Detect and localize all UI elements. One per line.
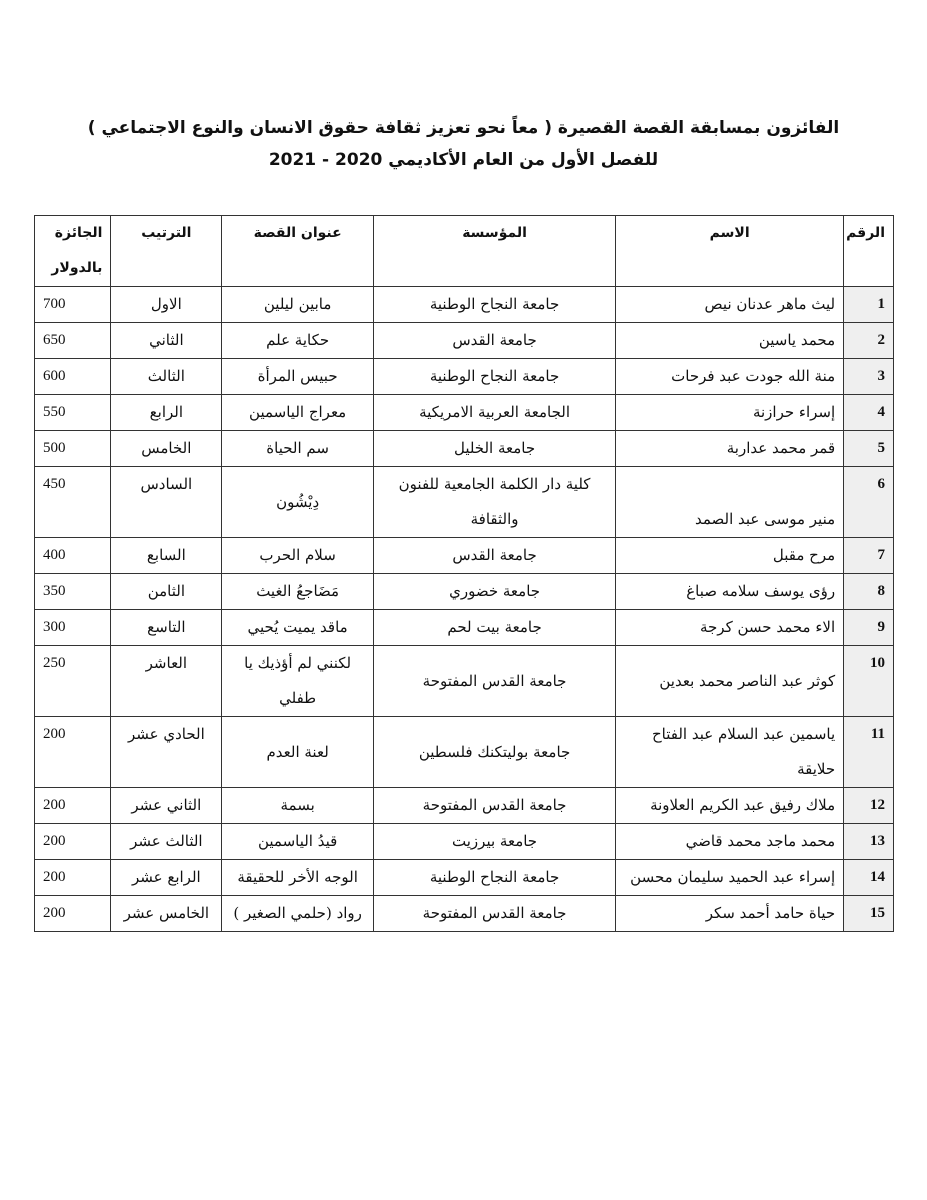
cell-number: 12	[844, 788, 894, 824]
cell-prize: 200	[35, 788, 111, 824]
cell-prize: 650	[35, 323, 111, 359]
cell-prize: 700	[35, 287, 111, 323]
cell-name: ملاك رفيق عبد الكريم العلاونة	[616, 788, 844, 824]
cell-institution: جامعة القدس المفتوحة	[373, 788, 615, 824]
cell-institution: الجامعة العربية الامريكية	[373, 395, 615, 431]
cell-institution: كلية دار الكلمة الجامعية للفنون والثقافة	[373, 467, 615, 538]
cell-name: محمد ياسين	[616, 323, 844, 359]
header-prize-line2: بالدولار	[51, 260, 103, 276]
header-number: الرقم	[844, 216, 894, 287]
cell-story-title: مابين ليلين	[222, 287, 374, 323]
cell-story-title: سم الحياة	[222, 431, 374, 467]
cell-institution: جامعة بيت لحم	[373, 610, 615, 646]
cell-story-title: دِيْشُون	[222, 467, 374, 538]
cell-prize: 450	[35, 467, 111, 538]
cell-institution: جامعة النجاح الوطنية	[373, 359, 615, 395]
cell-name: منير موسى عبد الصمد	[616, 467, 844, 538]
table-row	[35, 467, 894, 538]
document-title: الفائزون بمسابقة القصة القصيرة ( معاً نحو تعزيز ثقافة حقوق الانسان والنوع الاجتماعي )	[87, 118, 840, 138]
cell-number: 4	[844, 395, 894, 431]
cell-number: 2	[844, 323, 894, 359]
cell-prize: 500	[35, 431, 111, 467]
cell-institution: جامعة القدس المفتوحة	[373, 896, 615, 932]
cell-prize: 250	[35, 646, 111, 717]
cell-rank: الحادي عشر	[111, 717, 222, 788]
cell-number: 13	[844, 824, 894, 860]
cell-prize: 400	[35, 538, 111, 574]
cell-name: محمد ماجد محمد قاضي	[616, 824, 844, 860]
table-row	[35, 431, 894, 467]
table-row	[35, 287, 894, 323]
header-institution: المؤسسة	[373, 216, 615, 287]
table-row	[35, 538, 894, 574]
cell-rank: الاول	[111, 287, 222, 323]
cell-number: 10	[844, 646, 894, 717]
table-row	[35, 824, 894, 860]
cell-rank: الثالث	[111, 359, 222, 395]
cell-name: قمر محمد عداربة	[616, 431, 844, 467]
cell-story-title: معراج الياسمين	[222, 395, 374, 431]
table-row	[35, 610, 894, 646]
cell-number: 8	[844, 574, 894, 610]
cell-number: 9	[844, 610, 894, 646]
cell-name: إسراء حرازنة	[616, 395, 844, 431]
cell-institution: جامعة القدس	[373, 538, 615, 574]
cell-rank: السادس	[111, 467, 222, 538]
cell-number: 1	[844, 287, 894, 323]
cell-number: 15	[844, 896, 894, 932]
cell-number: 7	[844, 538, 894, 574]
cell-rank: التاسع	[111, 610, 222, 646]
table-row	[35, 788, 894, 824]
cell-story-title: حكاية علم	[222, 323, 374, 359]
cell-name: إسراء عبد الحميد سليمان محسن	[616, 860, 844, 896]
cell-name: رؤى يوسف سلامه صباغ	[616, 574, 844, 610]
cell-name: منة الله جودت عبد فرحات	[616, 359, 844, 395]
table-row	[35, 395, 894, 431]
table-row	[35, 323, 894, 359]
cell-rank: الثاني عشر	[111, 788, 222, 824]
cell-story-title: لعنة العدم	[222, 717, 374, 788]
cell-story-title: مَضَاجعُ الغيث	[222, 574, 374, 610]
cell-institution: جامعة بيرزيت	[373, 824, 615, 860]
cell-name: ليث ماهر عدنان نيص	[616, 287, 844, 323]
cell-institution: جامعة النجاح الوطنية	[373, 860, 615, 896]
table-row	[35, 896, 894, 932]
cell-number: 3	[844, 359, 894, 395]
document-subtitle: للفصل الأول من العام الأكاديمي 2020 - 2021	[268, 150, 659, 170]
cell-rank: الثامن	[111, 574, 222, 610]
header-story-title: عنوان القصة	[222, 216, 374, 287]
cell-number: 11	[844, 717, 894, 788]
table-row	[35, 646, 894, 717]
cell-rank: الخامس عشر	[111, 896, 222, 932]
cell-story-title: سلام الحرب	[222, 538, 374, 574]
table-header-row	[35, 216, 894, 287]
cell-prize: 600	[35, 359, 111, 395]
cell-rank: العاشر	[111, 646, 222, 717]
cell-institution: جامعة خضوري	[373, 574, 615, 610]
cell-prize: 200	[35, 717, 111, 788]
cell-prize: 200	[35, 860, 111, 896]
cell-story-title: الوجه الأخر للحقيقة	[222, 860, 374, 896]
cell-rank: الرابع	[111, 395, 222, 431]
cell-name: الاء محمد حسن كرجة	[616, 610, 844, 646]
cell-institution: جامعة القدس المفتوحة	[373, 646, 615, 717]
table-row	[35, 574, 894, 610]
winners-table	[34, 215, 894, 932]
table-row	[35, 359, 894, 395]
table-row	[35, 860, 894, 896]
cell-rank: الثالث عشر	[111, 824, 222, 860]
cell-prize: 300	[35, 610, 111, 646]
cell-story-title: رواد (حلمي الصغير )	[222, 896, 374, 932]
cell-number: 5	[844, 431, 894, 467]
header-prize-line1: الجائزة	[54, 225, 103, 241]
cell-name: ياسمين عبد السلام عبد الفتاح حلايقة	[616, 717, 844, 788]
cell-story-title: بسمة	[222, 788, 374, 824]
header-name: الاسم	[616, 216, 844, 287]
cell-institution: جامعة بوليتكنك فلسطين	[373, 717, 615, 788]
cell-name: مرح مقبل	[616, 538, 844, 574]
cell-institution: جامعة القدس	[373, 323, 615, 359]
header-rank: الترتيب	[111, 216, 222, 287]
cell-number: 14	[844, 860, 894, 896]
cell-story-title: حبيس المرأة	[222, 359, 374, 395]
cell-institution: جامعة الخليل	[373, 431, 615, 467]
cell-prize: 350	[35, 574, 111, 610]
header-prize	[35, 216, 111, 287]
cell-prize: 200	[35, 896, 111, 932]
cell-rank: الثاني	[111, 323, 222, 359]
cell-institution: جامعة النجاح الوطنية	[373, 287, 615, 323]
table-row	[35, 717, 894, 788]
cell-story-title: لكنني لم أؤذيك يا طفلي	[222, 646, 374, 717]
cell-name: كوثر عبد الناصر محمد بعدين	[616, 646, 844, 717]
cell-rank: الخامس	[111, 431, 222, 467]
cell-name: حياة حامد أحمد سكر	[616, 896, 844, 932]
cell-rank: السابع	[111, 538, 222, 574]
cell-prize: 550	[35, 395, 111, 431]
cell-rank: الرابع عشر	[111, 860, 222, 896]
cell-story-title: قيدُ الياسمين	[222, 824, 374, 860]
cell-story-title: ماقد يميت يُحيي	[222, 610, 374, 646]
cell-number: 6	[844, 467, 894, 538]
cell-prize: 200	[35, 824, 111, 860]
